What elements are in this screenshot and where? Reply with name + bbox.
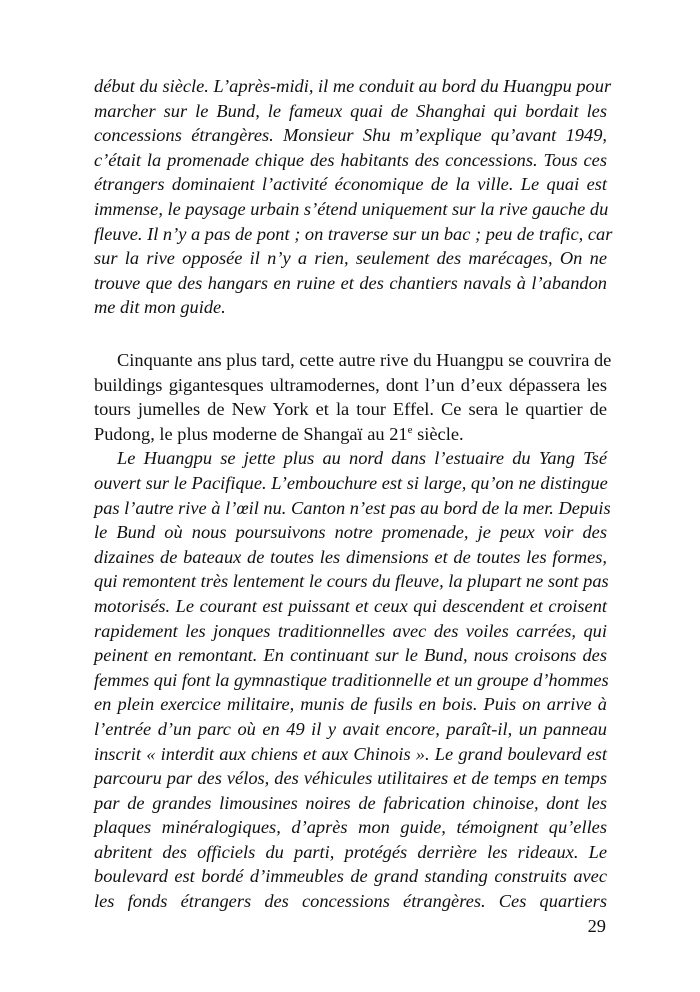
text-line: les fonds étrangers des concessions étrangères. Ces quartiers xyxy=(94,891,607,912)
text-fragment: Pudong, le plus moderne de Shangaï au 21 xyxy=(94,423,408,444)
text-line: buildings gigantesques ultramodernes, dont l’un d’eux dépassera les xyxy=(94,374,607,395)
superscript: e xyxy=(407,423,413,436)
text-line: boulevard est bordé d’immeubles de grand standing construits avec xyxy=(94,866,607,887)
text-line: ouvert sur le Pacifique. L’embouchure est si large, qu’on ne distingue xyxy=(94,472,608,493)
text-line: qui remontent très lentement le cours du fleuve, la plupart ne sont pas xyxy=(94,571,609,592)
text-line: marcher sur le Bund, le fameux quai de Shanghai qui bordait les xyxy=(94,100,607,121)
text-line: immense, le paysage urbain s’étend uniquement sur la rive gauche du xyxy=(94,198,609,219)
text-line: début du siècle. L’après-midi, il me conduit au bord du Huangpu pour xyxy=(94,76,612,96)
text-line: en plein exercice militaire, munis de fusils en bois. Puis on arrive à xyxy=(94,694,607,715)
text-line: Le Huangpu se jette plus au nord dans l’estuaire du Yang Tsé xyxy=(117,448,607,469)
text-line: motorisés. Le courant est puissant et ceux qui descendent et croisent xyxy=(94,595,607,616)
text-line: peinent en remontant. En continuant sur le Bund, nous croisons des xyxy=(94,645,607,666)
text-line: inscrit « interdit aux chiens et aux Chinois ». Le grand boulevard est xyxy=(94,743,607,764)
paragraph-bund-walk xyxy=(94,74,613,320)
text-line xyxy=(94,422,607,447)
text-line: étrangers dominaient l’activité économique de la ville. Le quai est xyxy=(94,174,607,195)
text-line: Cinquante ans plus tard, cette autre rive du Huangpu se couvrira de xyxy=(117,350,612,370)
text-line: trouve que des hangars en ruine et des chantiers navals à l’abandon xyxy=(94,272,607,293)
text-line: pas l’autre rive à l’œil nu. Canton n’est pas au bord de la mer. Depuis xyxy=(94,497,611,518)
text-line: femmes qui font la gymnastique traditionnelle et un groupe d’hommes xyxy=(94,669,609,690)
text-line: rapidement les jonques traditionnelles avec des voiles carrées, qui xyxy=(94,620,607,641)
paragraph-huangpu-estuary xyxy=(94,446,611,913)
text-line: plaques minéralogiques, d’après mon guide, témoignent qu’elles xyxy=(94,817,607,838)
text-line: tours jumelles de New York et la tour Effel. Ce sera le quartier de xyxy=(94,399,607,420)
text-line: concessions étrangères. Monsieur Shu m’explique qu’avant 1949, xyxy=(94,125,607,146)
text-line: fleuve. Il n’y a pas de pont ; on traverse sur un bac ; peu de trafic, car xyxy=(94,223,613,244)
paragraph-pudong xyxy=(94,348,612,914)
text-line: me dit mon guide. xyxy=(94,297,226,318)
text-line: parcouru par des vélos, des véhicules utilitaires et de temps en temps xyxy=(94,768,607,789)
text-line: par de grandes limousines noires de fabrication chinoise, dont les xyxy=(94,792,607,813)
page-number: 29 xyxy=(587,916,606,936)
text-line: l’entrée d’un parc où en 49 il y avait encore, paraît-il, un panneau xyxy=(94,718,607,739)
text-line: dizaines de bateaux de toutes les dimensions et de toutes les formes, xyxy=(94,546,607,567)
text-line: c’était la promenade chique des habitants des concessions. Tous ces xyxy=(94,149,607,170)
text-line: abritent des officiels du parti, protégés derrière les rideaux. Le xyxy=(94,841,607,862)
text-line: sur la rive opposée il n’y a rien, seulement des marécages, On ne xyxy=(94,248,607,269)
text-line: le Bund où nous poursuivons notre promenade, je peux voir des xyxy=(94,522,607,543)
text-fragment: siècle. xyxy=(412,423,464,444)
